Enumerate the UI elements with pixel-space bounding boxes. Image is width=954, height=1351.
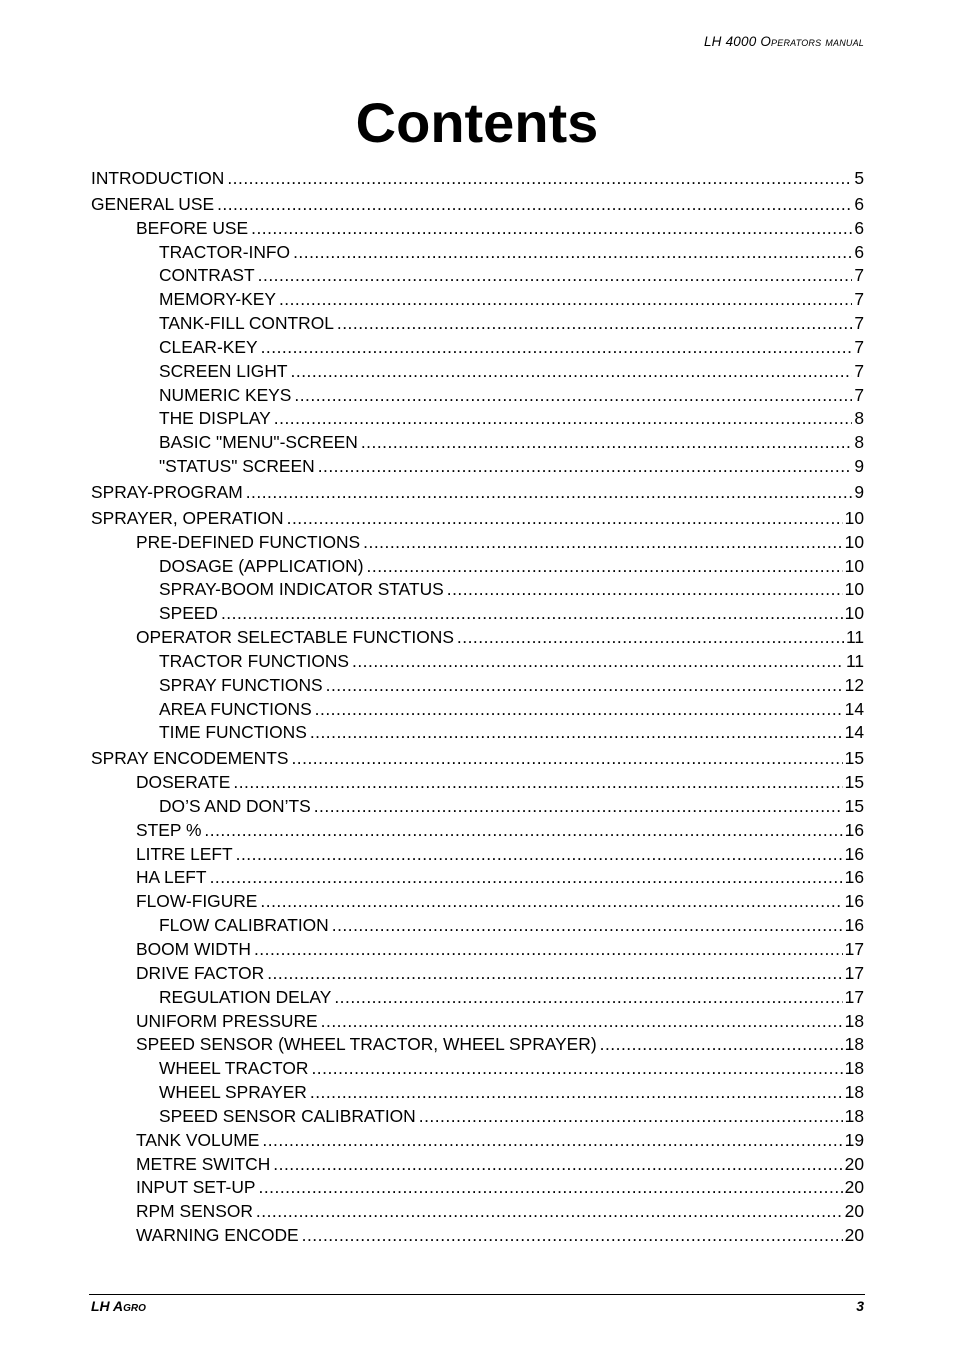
toc-dot-leader bbox=[262, 1130, 842, 1151]
toc-dot-leader bbox=[236, 844, 843, 865]
toc-dot-leader bbox=[302, 1225, 843, 1246]
table-of-contents bbox=[91, 168, 864, 1249]
toc-entry[interactable] bbox=[91, 1034, 864, 1058]
toc-entry-page: 16 bbox=[844, 915, 864, 936]
toc-entry-page: 7 bbox=[854, 289, 864, 310]
toc-entry-page: 11 bbox=[845, 627, 864, 648]
toc-entry-title: GENERAL USE bbox=[91, 193, 215, 214]
toc-entry[interactable] bbox=[91, 361, 864, 385]
toc-entry-page: 18 bbox=[844, 1082, 864, 1103]
toc-dot-leader bbox=[457, 627, 844, 648]
toc-entry-title: MEMORY-KEY bbox=[159, 289, 276, 310]
toc-entry-title: SCREEN LIGHT bbox=[159, 360, 288, 381]
toc-entry-title: SPRAY-PROGRAM bbox=[91, 481, 243, 502]
toc-entry[interactable] bbox=[91, 508, 864, 532]
toc-entry[interactable] bbox=[91, 891, 864, 915]
toc-entry[interactable] bbox=[91, 699, 864, 723]
toc-entry[interactable] bbox=[91, 218, 864, 242]
toc-dot-leader bbox=[246, 482, 853, 503]
footer-page-number: 3 bbox=[856, 1298, 864, 1314]
toc-entry-page: 16 bbox=[844, 891, 864, 912]
toc-dot-leader bbox=[310, 1082, 843, 1103]
toc-entry[interactable] bbox=[91, 194, 864, 218]
toc-entry-title: AREA FUNCTIONS bbox=[159, 698, 312, 719]
toc-entry-title: LITRE LEFT bbox=[136, 843, 233, 864]
toc-entry-title: INPUT SET-UP bbox=[136, 1177, 256, 1198]
toc-entry-page: 20 bbox=[844, 1201, 864, 1222]
toc-entry-page: 9 bbox=[854, 481, 864, 502]
toc-entry-title: SPEED bbox=[159, 603, 218, 624]
toc-dot-leader bbox=[600, 1034, 843, 1055]
toc-entry[interactable] bbox=[91, 1225, 864, 1249]
toc-dot-leader bbox=[447, 579, 843, 600]
toc-entry[interactable] bbox=[91, 651, 864, 675]
toc-dot-leader bbox=[352, 651, 844, 672]
toc-entry[interactable] bbox=[91, 844, 864, 868]
toc-entry-title: FLOW CALIBRATION bbox=[159, 915, 329, 936]
toc-dot-leader bbox=[233, 772, 842, 793]
toc-entry-title: DO’S AND DON’TS bbox=[159, 795, 311, 816]
toc-entry-title: FLOW-FIGURE bbox=[136, 891, 258, 912]
toc-entry-title: SPRAY FUNCTIONS bbox=[159, 674, 323, 695]
page-title: Contents bbox=[355, 91, 599, 154]
toc-dot-leader bbox=[217, 194, 852, 215]
toc-dot-leader bbox=[273, 1154, 842, 1175]
toc-dot-leader bbox=[326, 675, 843, 696]
toc-entry-page: 6 bbox=[854, 193, 864, 214]
toc-entry-page: 14 bbox=[844, 698, 864, 719]
toc-entry-title: OPERATOR SELECTABLE FUNCTIONS bbox=[136, 627, 454, 648]
toc-entry-page: 10 bbox=[844, 579, 864, 600]
toc-entry-title: PRE-DEFINED FUNCTIONS bbox=[136, 531, 361, 552]
toc-dot-leader bbox=[204, 820, 842, 841]
toc-dot-leader bbox=[361, 432, 852, 453]
toc-dot-leader bbox=[419, 1106, 843, 1127]
toc-entry-title: METRE SWITCH bbox=[136, 1153, 271, 1174]
manual-title-header: LH 4000 Operators manual bbox=[703, 34, 864, 49]
toc-entry-page: 6 bbox=[854, 217, 864, 238]
toc-entry[interactable] bbox=[91, 1154, 864, 1178]
toc-dot-leader bbox=[311, 1058, 842, 1079]
footer-company: LH Agro bbox=[91, 1298, 146, 1314]
toc-dot-leader bbox=[291, 748, 842, 769]
toc-entry[interactable] bbox=[91, 796, 864, 820]
toc-entry-title: CLEAR-KEY bbox=[159, 336, 258, 357]
toc-entry-title: DOSAGE (APPLICATION) bbox=[159, 555, 364, 576]
toc-entry-title: TRACTOR-INFO bbox=[159, 241, 291, 262]
toc-entry-title: TRACTOR FUNCTIONS bbox=[159, 650, 350, 671]
toc-entry-page: 8 bbox=[854, 408, 864, 429]
toc-entry[interactable] bbox=[91, 313, 864, 337]
toc-entry[interactable] bbox=[91, 532, 864, 556]
toc-entry-page: 18 bbox=[844, 1058, 864, 1079]
toc-entry-title: UNIFORM PRESSURE bbox=[136, 1010, 318, 1031]
toc-entry[interactable] bbox=[91, 385, 864, 409]
toc-entry[interactable] bbox=[91, 748, 864, 772]
toc-entry-page: 10 bbox=[844, 555, 864, 576]
toc-entry[interactable] bbox=[91, 1130, 864, 1154]
toc-entry-page: 15 bbox=[844, 748, 864, 769]
toc-entry[interactable] bbox=[91, 556, 864, 580]
toc-entry-title: SPEED SENSOR CALIBRATION bbox=[159, 1105, 416, 1126]
toc-entry[interactable] bbox=[91, 963, 864, 987]
toc-entry[interactable] bbox=[91, 915, 864, 939]
toc-entry-title: REGULATION DELAY bbox=[159, 986, 332, 1007]
toc-dot-leader bbox=[221, 603, 843, 624]
toc-dot-leader bbox=[254, 939, 843, 960]
toc-dot-leader bbox=[363, 532, 843, 553]
toc-entry-page: 20 bbox=[844, 1153, 864, 1174]
toc-entry-page: 10 bbox=[844, 603, 864, 624]
toc-dot-leader bbox=[367, 556, 843, 577]
toc-dot-leader bbox=[210, 867, 843, 888]
toc-dot-leader bbox=[287, 508, 843, 529]
toc-entry-title: STEP % bbox=[136, 819, 202, 840]
toc-entry[interactable] bbox=[91, 1201, 864, 1225]
toc-dot-leader bbox=[337, 313, 852, 334]
toc-entry-page: 10 bbox=[844, 507, 864, 528]
toc-entry-page: 17 bbox=[844, 986, 864, 1007]
toc-entry[interactable] bbox=[91, 1082, 864, 1106]
toc-entry-title: SPEED SENSOR (WHEEL TRACTOR, WHEEL SPRAYER) bbox=[136, 1034, 597, 1055]
toc-dot-leader bbox=[259, 1177, 843, 1198]
toc-entry-page: 7 bbox=[854, 360, 864, 381]
toc-entry-title: BASIC "MENU"-SCREEN bbox=[159, 432, 358, 453]
toc-entry[interactable] bbox=[91, 289, 864, 313]
toc-entry-page: 18 bbox=[844, 1105, 864, 1126]
toc-entry[interactable] bbox=[91, 456, 864, 480]
toc-entry[interactable] bbox=[91, 722, 864, 746]
toc-entry-title: WHEEL SPRAYER bbox=[159, 1082, 307, 1103]
toc-entry-title: BOOM WIDTH bbox=[136, 939, 251, 959]
toc-dot-leader bbox=[310, 722, 843, 743]
toc-entry-page: 11 bbox=[845, 650, 864, 671]
toc-entry-title: CONTRAST bbox=[159, 265, 255, 286]
toc-entry-page: 18 bbox=[844, 1034, 864, 1055]
toc-entry-page: 8 bbox=[854, 432, 864, 453]
toc-entry-title: HA LEFT bbox=[136, 867, 207, 888]
toc-entry[interactable] bbox=[91, 1106, 864, 1130]
toc-entry-page: 7 bbox=[854, 313, 864, 334]
toc-entry[interactable] bbox=[91, 820, 864, 844]
toc-entry-title: TANK-FILL CONTROL bbox=[159, 313, 334, 334]
toc-dot-leader bbox=[315, 699, 843, 720]
toc-entry[interactable] bbox=[91, 867, 864, 891]
toc-entry-page: 19 bbox=[844, 1129, 864, 1150]
toc-entry-page: 6 bbox=[854, 241, 864, 262]
toc-entry[interactable] bbox=[91, 482, 864, 506]
toc-entry[interactable] bbox=[91, 1177, 864, 1201]
toc-entry[interactable] bbox=[91, 168, 864, 192]
toc-entry-title: RPM SENSOR bbox=[136, 1201, 253, 1222]
toc-entry-page: 20 bbox=[844, 1225, 864, 1246]
toc-entry-page: 16 bbox=[844, 867, 864, 888]
toc-entry-page: 15 bbox=[844, 795, 864, 816]
toc-dot-leader bbox=[260, 891, 842, 912]
toc-entry-page: 12 bbox=[844, 674, 864, 695]
toc-dot-leader bbox=[321, 1011, 843, 1032]
toc-entry[interactable] bbox=[91, 265, 864, 289]
toc-entry[interactable] bbox=[91, 432, 864, 456]
toc-dot-leader bbox=[279, 289, 852, 310]
toc-entry-page: 17 bbox=[844, 939, 864, 959]
toc-entry-title: "STATUS" SCREEN bbox=[159, 456, 315, 477]
toc-entry[interactable] bbox=[91, 1011, 864, 1035]
toc-entry[interactable] bbox=[91, 939, 864, 963]
toc-entry-title: DOSERATE bbox=[136, 772, 231, 793]
toc-entry-title: BEFORE USE bbox=[136, 217, 249, 238]
toc-dot-leader bbox=[261, 337, 853, 358]
toc-dot-leader bbox=[256, 1201, 843, 1222]
toc-entry-page: 7 bbox=[854, 384, 864, 405]
toc-entry[interactable] bbox=[91, 772, 864, 796]
toc-entry-page: 18 bbox=[844, 1010, 864, 1031]
toc-entry-title: DRIVE FACTOR bbox=[136, 962, 265, 983]
toc-dot-leader bbox=[294, 385, 852, 406]
toc-entry[interactable] bbox=[91, 579, 864, 603]
toc-dot-leader bbox=[267, 963, 842, 984]
toc-entry-title: SPRAYER, OPERATION bbox=[91, 507, 284, 528]
toc-entry-title: WHEEL TRACTOR bbox=[159, 1058, 309, 1079]
toc-entry-title: NUMERIC KEYS bbox=[159, 384, 292, 405]
toc-entry-title: THE DISPLAY bbox=[159, 408, 271, 429]
toc-entry[interactable] bbox=[91, 242, 864, 266]
toc-entry-page: 16 bbox=[844, 843, 864, 864]
toc-dot-leader bbox=[227, 168, 852, 189]
toc-entry-title: WARNING ENCODE bbox=[136, 1225, 299, 1246]
toc-entry-page: 15 bbox=[844, 772, 864, 793]
toc-dot-leader bbox=[332, 915, 843, 936]
toc-entry-page: 7 bbox=[854, 265, 864, 286]
toc-entry-page: 10 bbox=[844, 531, 864, 552]
toc-entry-page: 7 bbox=[854, 336, 864, 357]
toc-dot-leader bbox=[334, 987, 842, 1008]
toc-entry-title: SPRAY-BOOM INDICATOR STATUS bbox=[159, 579, 444, 600]
toc-entry-page: 9 bbox=[854, 456, 864, 477]
toc-entry-title: INTRODUCTION bbox=[91, 168, 225, 188]
toc-entry[interactable] bbox=[91, 675, 864, 699]
toc-entry[interactable] bbox=[91, 987, 864, 1011]
toc-entry-page: 14 bbox=[844, 722, 864, 743]
toc-entry[interactable] bbox=[91, 337, 864, 361]
toc-entry-title: TANK VOLUME bbox=[136, 1129, 260, 1150]
toc-entry-page: 17 bbox=[844, 962, 864, 983]
toc-dot-leader bbox=[314, 796, 843, 817]
toc-entry[interactable] bbox=[91, 1058, 864, 1082]
toc-entry-page: 16 bbox=[844, 819, 864, 840]
toc-dot-leader bbox=[318, 456, 853, 477]
toc-dot-leader bbox=[251, 218, 852, 239]
toc-dot-leader bbox=[274, 408, 853, 429]
toc-entry[interactable] bbox=[91, 627, 864, 651]
toc-entry-page: 20 bbox=[844, 1177, 864, 1198]
toc-dot-leader bbox=[291, 361, 853, 382]
toc-entry[interactable] bbox=[91, 408, 864, 432]
toc-entry[interactable] bbox=[91, 603, 864, 627]
toc-entry-title: TIME FUNCTIONS bbox=[159, 722, 307, 743]
toc-dot-leader bbox=[293, 242, 852, 263]
toc-entry-page: 5 bbox=[854, 168, 864, 188]
footer-divider bbox=[89, 1294, 865, 1295]
toc-dot-leader bbox=[258, 265, 853, 286]
toc-entry-title: SPRAY ENCODEMENTS bbox=[91, 748, 289, 769]
